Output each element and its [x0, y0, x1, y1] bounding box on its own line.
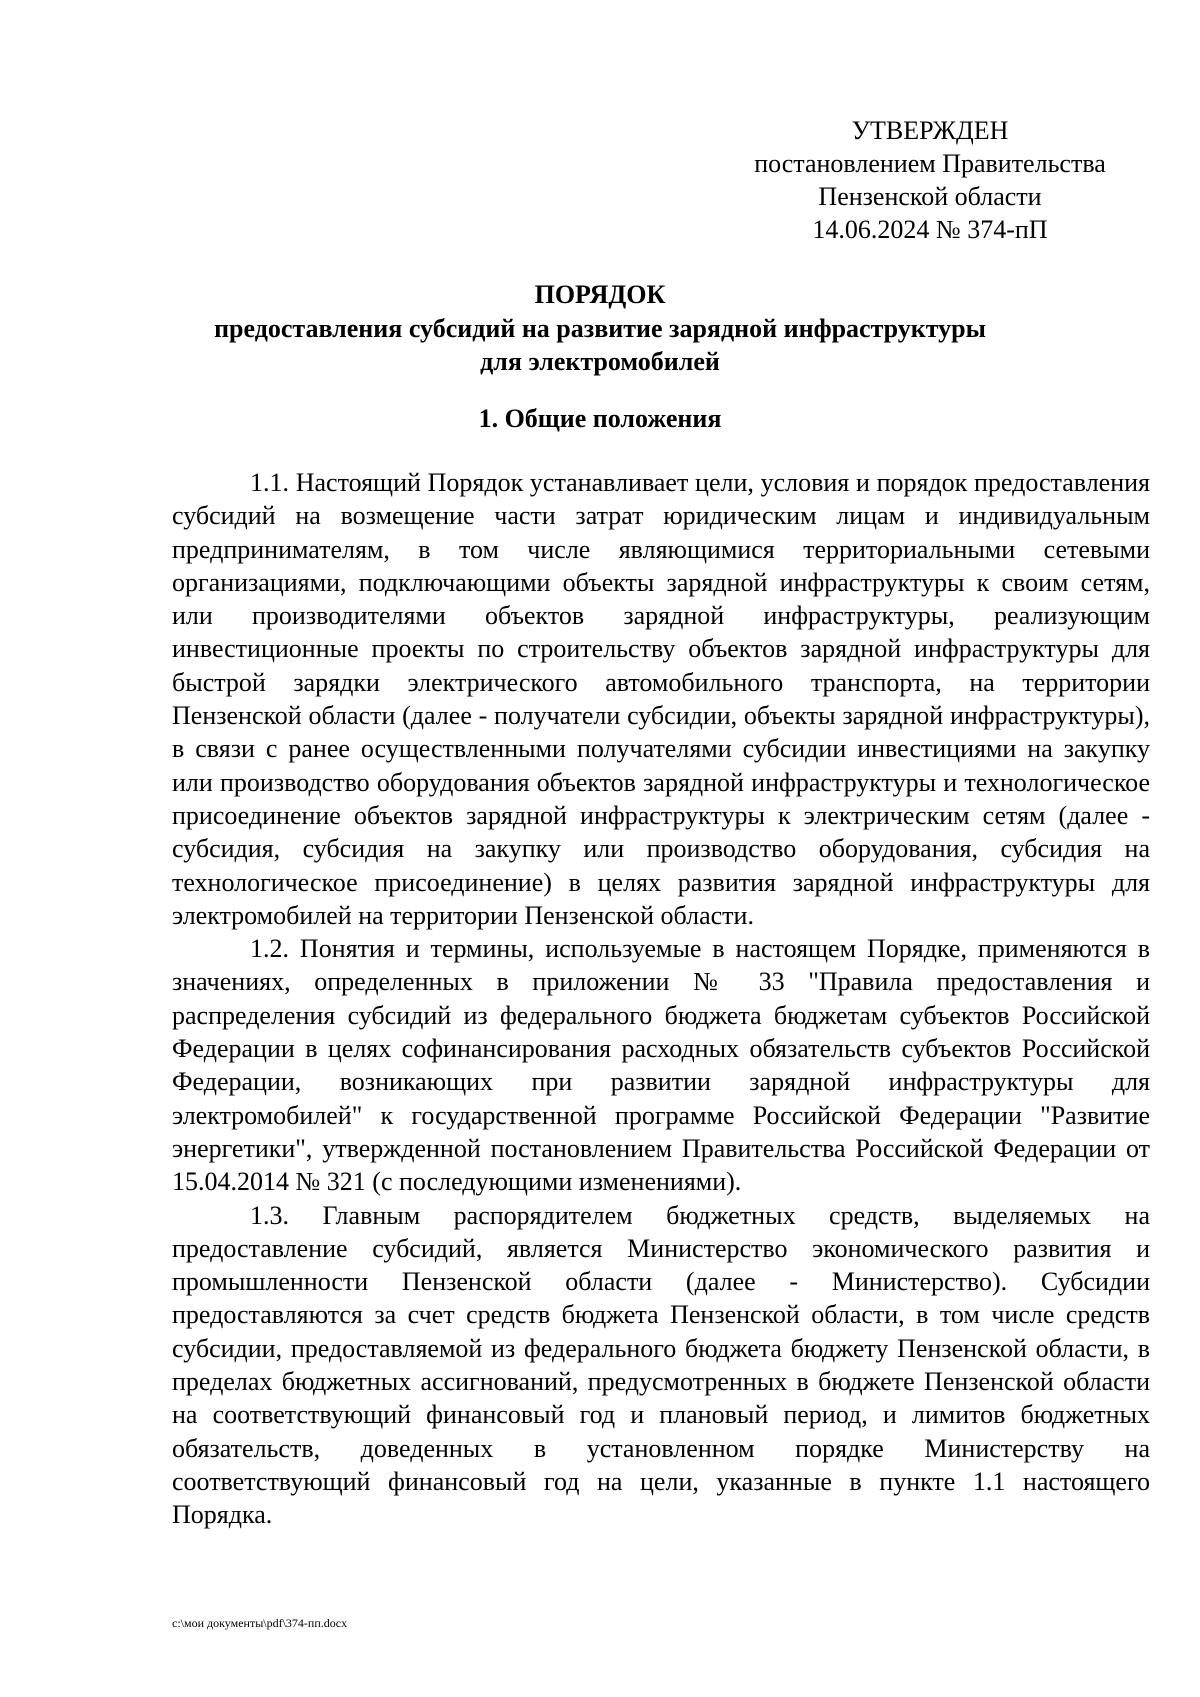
- approval-line-date-number: 14.06.2024 № 374-пП: [812, 215, 1048, 244]
- paragraph-number: 1.3.: [250, 1200, 289, 1230]
- document-subtitle: [0, 312, 1200, 378]
- approval-line-region: Пензенской области: [818, 182, 1042, 211]
- approval-line-approved: УТВЕРЖДЕН: [851, 116, 1009, 145]
- paragraph-1-2: [172, 932, 1150, 1198]
- paragraph-text: Понятия и термины, используемые в настоящем Порядке, применяются в значениях, определенных в приложении № 33 "Правила предоставления и распределения субсидий из федерального бюджета бюджетам субъектов Российской Федерации в целях софинансирования расходных обязательств субъектов Российской Федерации, возникающих при развитии зарядной инфраструктуры для электромобилей" к государственной программе Российской Федерации "Развитие энергетики", утвержденной постановлением Правительства Российской Федерации от 15.04.2014 № 321 (с последующими изменениями).: [172, 934, 1150, 1197]
- document-body: [172, 466, 1150, 1532]
- document-subtitle-line-1: предоставления субсидий на развитие зарядной инфраструктуры: [214, 314, 986, 343]
- paragraph-1-1: [172, 466, 1150, 932]
- paragraph-number: 1.1.: [250, 468, 289, 497]
- approval-line-resolution: постановлением Правительства: [754, 149, 1106, 178]
- section-title: 1. Общие положения: [478, 404, 722, 433]
- paragraph-1-3: [172, 1199, 1150, 1532]
- approval-stamp: [740, 114, 1120, 246]
- paragraph-text: Главным распорядителем бюджетных средств, выделяемых на предоставление субсидий, является Министерство экономического развития и промышленности Пензенской области (далее - Министерство). Субсидии предоставляются за счет средств бюджета Пензенской области, в том числе средств субсидии, предоставляемой из федерального бюджета бюджету Пензенской области, в пределах бюджетных ассигнований, предусмотренных в бюджете Пензенской области на соответствующий финансовый год и плановый период, и лимитов бюджетных обязательств, доведенных в установленном порядке Министерству на соответствующий финансовый год на цели, указанные в пункте 1.1 настоящего Порядка.: [172, 1200, 1150, 1530]
- document-title: ПОРЯДОК: [534, 280, 666, 309]
- paragraph-number: 1.2.: [250, 934, 289, 964]
- file-path-footer: c:\мои документы\pdf\374-пп.docx: [172, 1616, 348, 1630]
- paragraph-text: Настоящий Порядок устанавливает цели, условия и порядок предоставления субсидий на возмещение части затрат юридическим лицам и индивидуальным предпринимателям, в том числе являющимися территориальными сетевыми организациями, подключающими объекты зарядной инфраструктуры к своим сетям, или производителями объектов зарядной инфраструктуры, реализующим инвестиционные проекты по строительству объектов зарядной инфраструктуры для быстрой зарядки электрического автомобильного транспорта, на территории Пензенской области (далее - получатели субсидии, объекты зарядной инфраструктуры), в связи с ранее осуществленными получателями субсидии инвестициями на закупку или производство оборудования объектов зарядной инфраструктуры и технологическое присоединение объектов зарядной инфраструктуры к электрическим сетям (далее - субсидия, субсидия на закупку или производство оборудования, субсидия на технологическое присоединение) в целях развития зарядной инфраструктуры для электромобилей на территории Пензенской области.: [172, 468, 1151, 930]
- document-subtitle-line-2: для электромобилей: [480, 347, 720, 376]
